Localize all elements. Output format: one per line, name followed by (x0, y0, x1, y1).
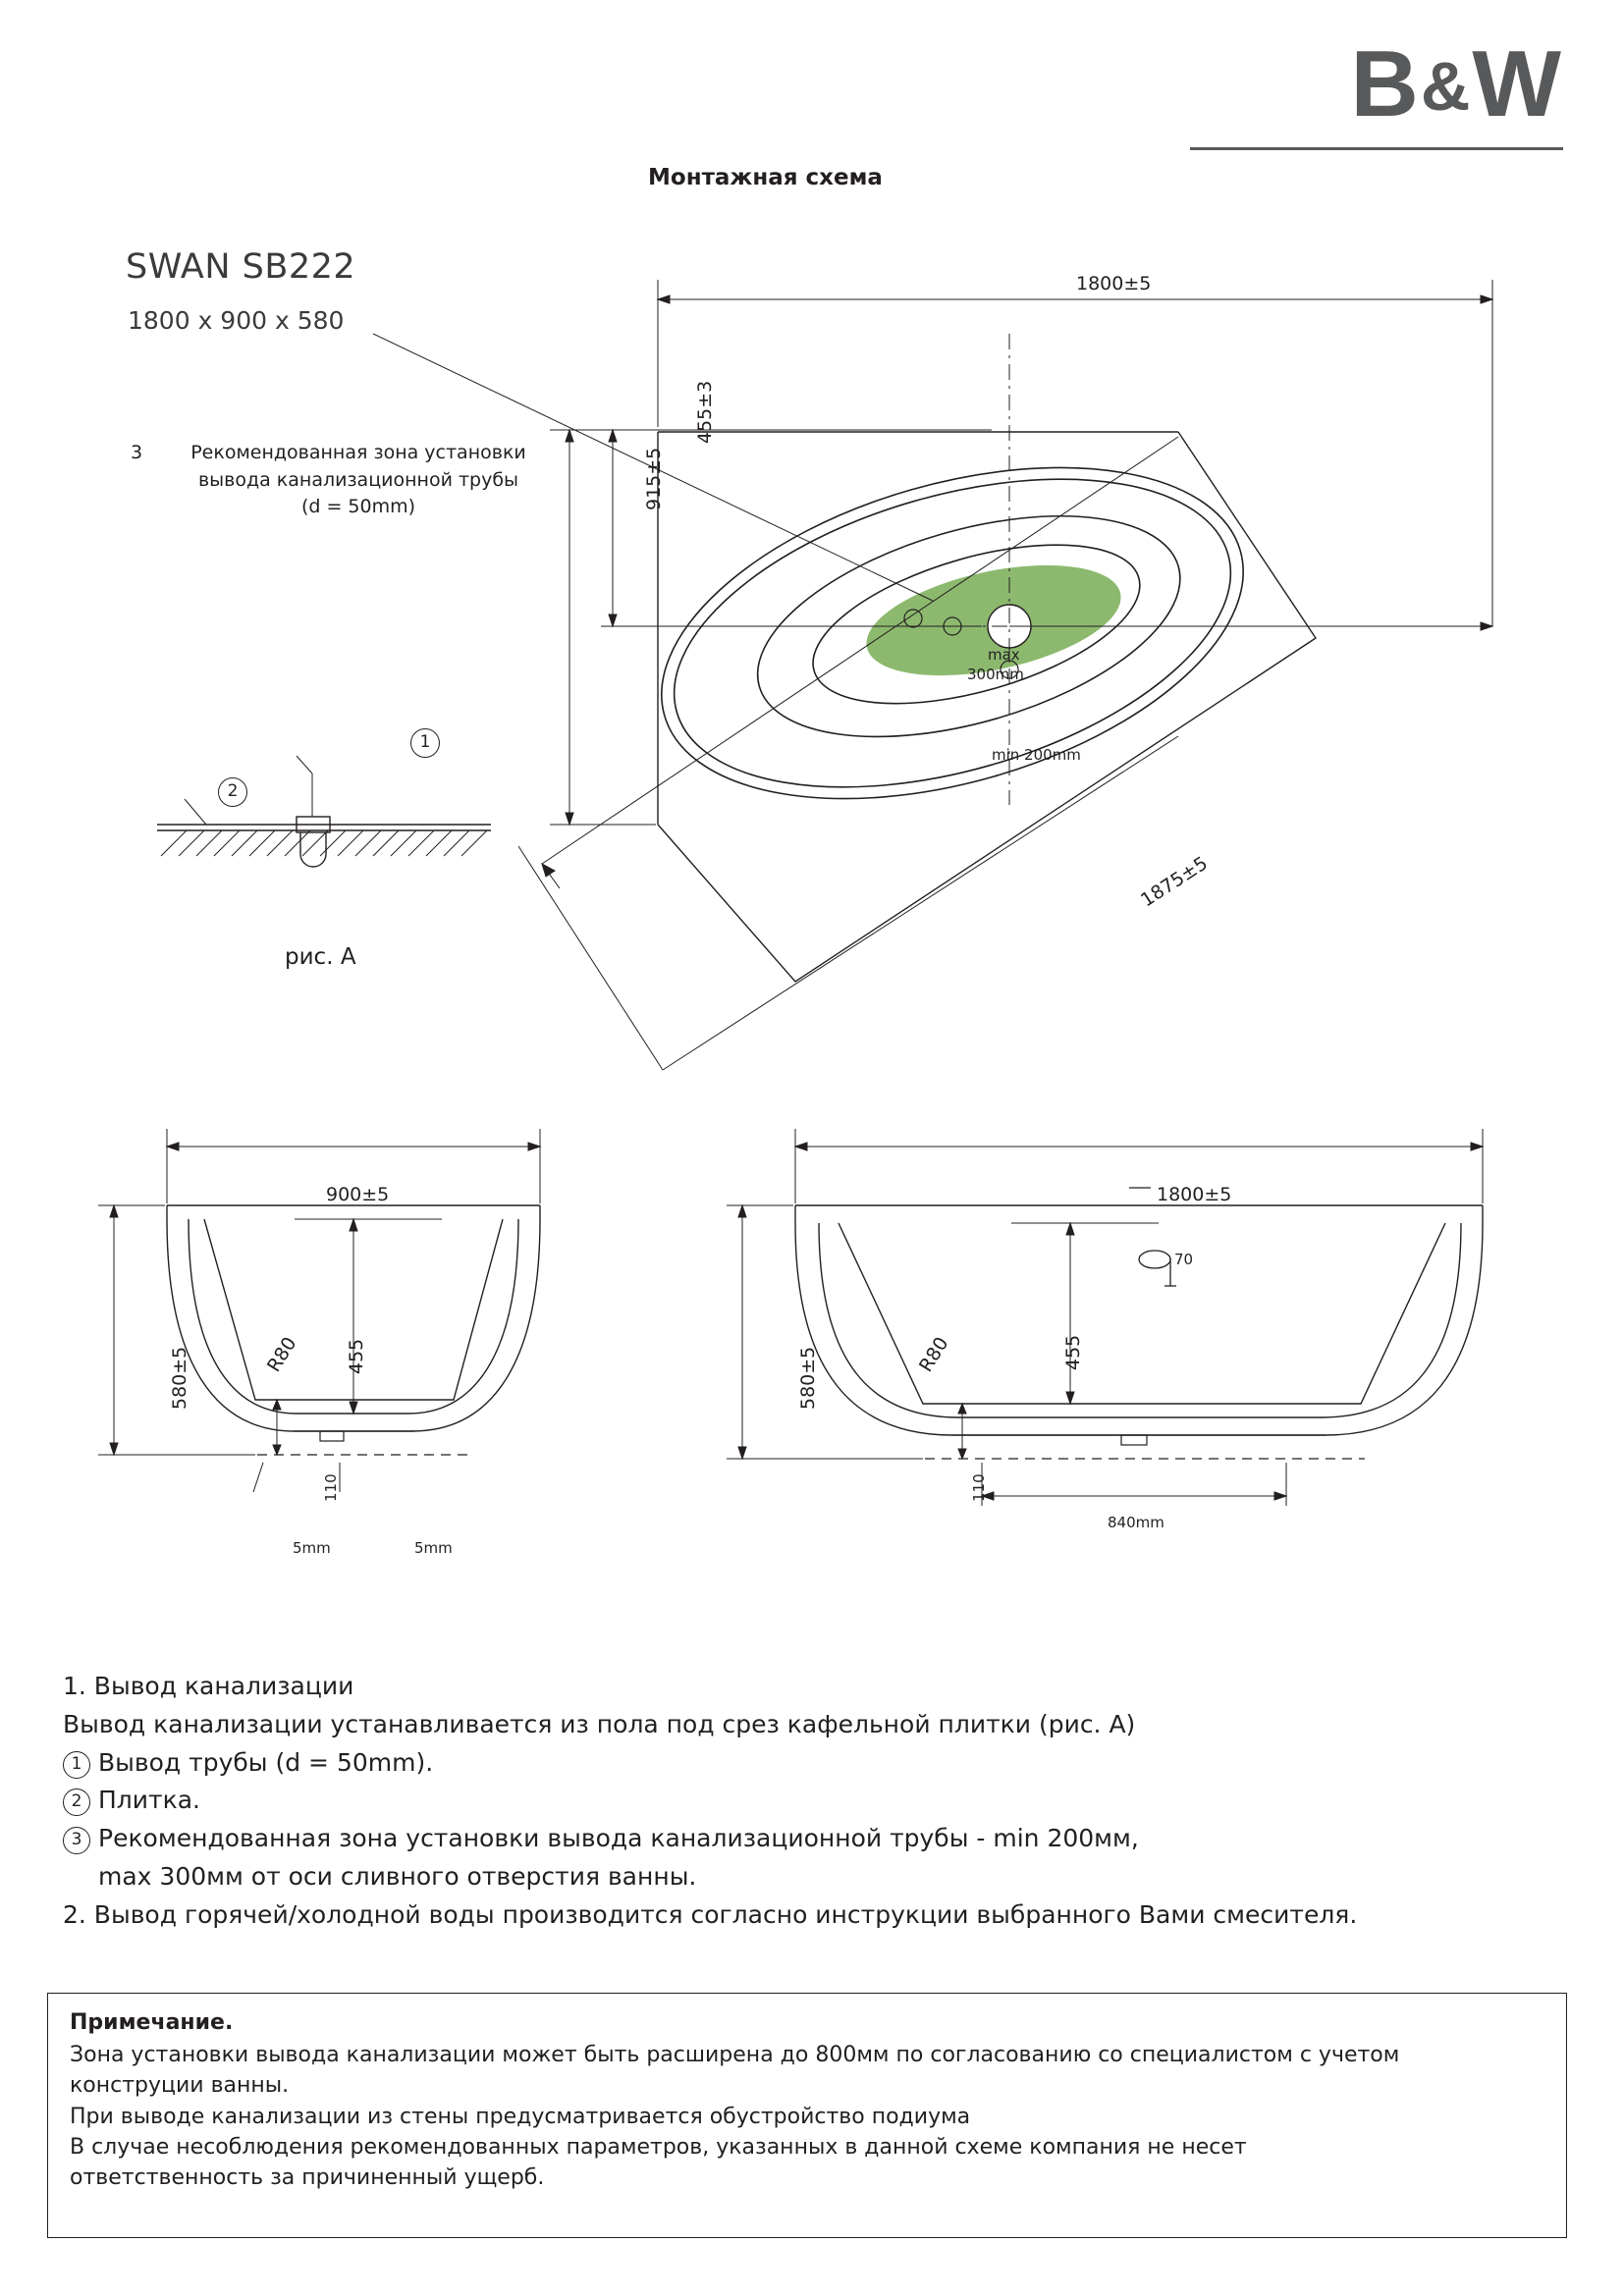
remark-box (47, 1993, 1567, 2238)
notes-item-3-text: Рекомендованная зона установки вывода канализационной трубы - min 200мм, (98, 1824, 1139, 1852)
notes-item-1-text: Вывод трубы (d = 50mm). (98, 1747, 434, 1777)
front-view-foot-label: 110 (970, 1473, 988, 1502)
front-view-radius-label: R80 (915, 1333, 953, 1376)
side-view-foot-label: 110 (322, 1473, 340, 1502)
notes-line-1: Вывод канализации устанавливается из пола под срез кафельной плитки (рис. А) (63, 1709, 1136, 1738)
logo-ampersand: & (1420, 48, 1473, 125)
side-view-height-label: 580±5 (169, 1346, 190, 1410)
front-view-inner-label: 455 (1062, 1334, 1084, 1370)
notes-title: 1. Вывод канализации (63, 1672, 354, 1700)
front-view-overflow-label: 70 (1174, 1251, 1194, 1268)
side-view-radius-label: R80 (263, 1333, 301, 1376)
callout-drain-zone (131, 440, 565, 521)
remark-line-4: В случае несоблюдения рекомендованных параметров, указанных в данной схеме компания не несет (70, 2134, 1247, 2160)
side-view-width-label: 900±5 (326, 1184, 390, 1205)
logo-letter-b: B (1350, 31, 1421, 136)
callout-line-3: (d = 50mm) (300, 496, 416, 518)
figure-a-mark-1: 1 (410, 728, 440, 758)
callout-line-2: вывода канализационной трубы (197, 468, 519, 491)
top-view-diagonal-label: 1875±5 (1137, 852, 1213, 912)
remark-line-1: Зона установки вывода канализации может быть расширена до 800мм по согласованию со специалистом с учетом (70, 2043, 1400, 2068)
remark-line-5: ответственность за причиненный ущерб. (70, 2165, 545, 2191)
top-view-drain-offset-label: 455±3 (694, 380, 716, 444)
side-view-right-gap-label: 5mm (414, 1539, 453, 1557)
top-view-height-label: 915±5 (643, 447, 665, 510)
logo-underline (1190, 147, 1563, 150)
notes-item-3-continued: max 300мм от оси сливного отверстия ванны. (98, 1861, 697, 1891)
callout-index: 3 (131, 442, 143, 463)
notes-line-2: 2. Вывод горячей/холодной воды производится согласно инструкции выбранного Вами смесителя. (63, 1899, 1358, 1929)
remark-line-3: При выводе канализации из стены предусматривается обустройство подиума (70, 2104, 971, 2129)
notes-item-3 (63, 1821, 1575, 1857)
top-view-width-label: 1800±5 (1076, 273, 1152, 294)
notes-item-1-number: 1 (63, 1751, 90, 1779)
zone-max-label-line2: 300mm (967, 666, 1024, 683)
zone-min-label: min 200mm (992, 746, 1081, 764)
document-title: Монтажная схема (648, 165, 883, 190)
notes-item-1 (63, 1745, 1575, 1782)
brand-logo (1350, 31, 1564, 136)
notes-item-2-number: 2 (63, 1789, 90, 1816)
figure-a-drawing (147, 726, 501, 883)
front-view-height-label: 580±5 (797, 1346, 819, 1410)
figure-a-caption: рис. А (285, 944, 356, 970)
figure-a-mark-2: 2 (218, 777, 247, 807)
logo-letter-w: W (1472, 31, 1563, 136)
notes-item-3-number: 3 (63, 1827, 90, 1854)
model-name: SWAN SB222 (126, 247, 356, 287)
notes-item-2-text: Плитка. (98, 1786, 200, 1815)
remark-line-2: конструции ванны. (70, 2073, 290, 2099)
side-view-inner-label: 455 (346, 1338, 367, 1374)
notes-block (63, 1669, 1575, 1935)
side-view-drawing (147, 1168, 619, 1580)
notes-item-2 (63, 1783, 1575, 1819)
side-view-left-gap-label: 5mm (293, 1539, 331, 1557)
callout-line-1: Рекомендованная зона установки (190, 442, 526, 463)
zone-max-label-line1: max (988, 646, 1020, 664)
front-view-base-label: 840mm (1108, 1514, 1164, 1531)
top-view-drawing (628, 393, 1571, 1080)
model-dimensions: 1800 x 900 x 580 (128, 306, 345, 335)
remark-title: Примечание. (70, 2010, 234, 2035)
front-view-width-label: 1800±5 (1157, 1184, 1232, 1205)
